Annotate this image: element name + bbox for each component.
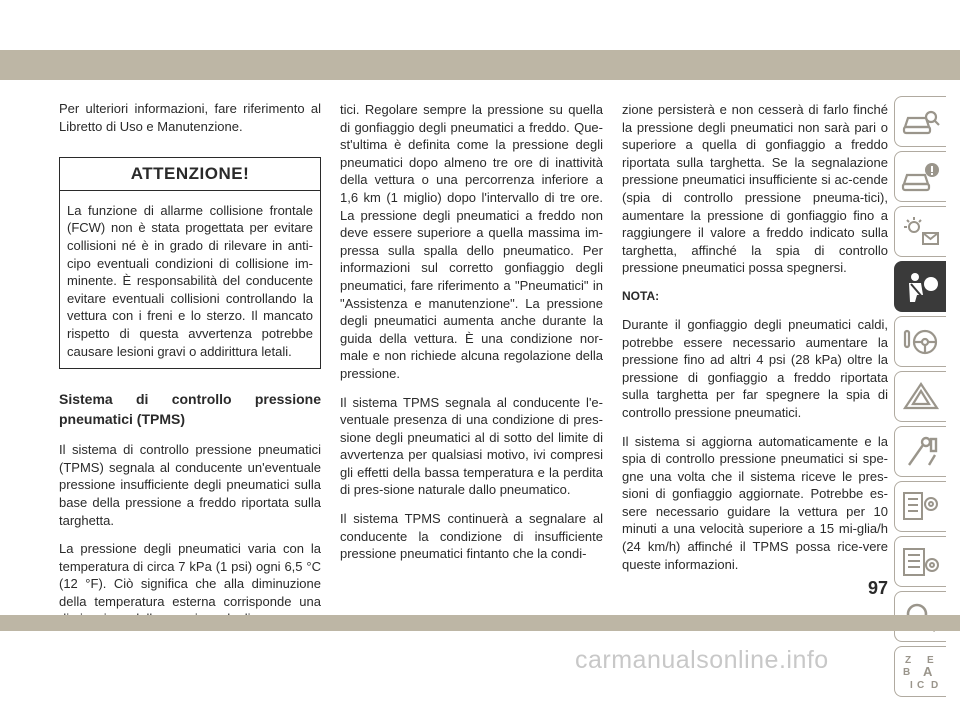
paragraph: Durante il gonfiaggio degli pneumatici caldi, potrebbe essere necessario aumentare la pressione fino ad altri 4 psi (28 kPa) oltre la pressione di gonfiaggio a freddo riportata sulla targhetta per far spegnere la spia di controllo pressione pneumatici.: [622, 316, 888, 420]
tab-specifications[interactable]: [894, 481, 946, 532]
checklist-gear-icon: [901, 490, 941, 524]
chapter-sidebar: [894, 96, 946, 701]
section-title: Sistema di controllo pressione pneumatici (TPMS): [59, 391, 321, 428]
tab-emergency[interactable]: [894, 371, 946, 422]
steering-wheel-icon: [901, 325, 941, 359]
car-info-icon: [901, 160, 941, 194]
alphabet-index-icon: [901, 652, 941, 692]
paragraph: Il sistema TPMS segnala al conducente l'e-ventuale presenza di una condizione di pres-sione degli pneumatici al di sotto del limite di avvertenza per qualsiasi motivo, ivi compresi gli effetti della bassa temperatura e la perdita di pres-sione naturale dallo pneumatico.: [340, 394, 603, 498]
paragraph: Il sistema di controllo pressione pneumatici (TPMS) segnala al conducente un'eventuale pressione insufficiente degli pneumatici sulla base della pressione a freddo riportata sulla targhetta.: [59, 442, 321, 528]
tab-safety[interactable]: [894, 261, 946, 312]
warning-title: ATTENZIONE!: [60, 158, 320, 191]
svg-text:B: B: [902, 666, 910, 678]
svg-text:I: I: [909, 679, 913, 691]
paragraph: tici. Regolare sempre la pressione su quella di gonfiaggio degli pneumatici a freddo. Que-st'ultima è definita come la pressione degli pneumatici dopo almeno tre ore di inattività della vettura o una percorrenza inferiore a 1,6 km (1 miglio) dopo l'intervallo di tre ore. La pressione degli pneumatici a freddo non deve essere superiore a quella massima im-pressa sulla spalla dello pneumatico. Per informazioni sul corretto gonfiaggio degli pneumatici, fare riferimento a "Pneumatici" in "Assistenza e manutenzione". La pressione degli pneumatici aumenta anche durante la guida della vettura. È una condizione nor-male e non richiede alcuna regolazione della pressione.: [340, 102, 603, 381]
paragraph: Il sistema TPMS continuerà a segnalare al conducente la condizione di insufficiente pressione pneumatici fintanto che la condi-: [340, 511, 603, 562]
tab-car-search[interactable]: [894, 96, 946, 147]
column-2: [340, 101, 603, 574]
intro-text: Per ulteriori informazioni, fare riferimento al Libretto di Uso e Manutenzione.: [59, 101, 321, 134]
svg-text:D: D: [930, 679, 938, 691]
bottom-band: [0, 615, 960, 631]
note-label: NOTA:: [622, 288, 660, 303]
top-band: [0, 50, 960, 80]
watermark: carmanualsonline.info: [575, 646, 829, 674]
car-search-icon: [901, 105, 941, 139]
svg-text:A: A: [922, 663, 932, 679]
warning-text: La funzione di allarme collisione frontale (FCW) non è stata progettata per evitare collisioni né è in grado di rilevare in anti-cipo eventuali condizioni di collisione im-minente. È responsabilità del conducente evitare eventuali collisioni controllando la vettura con i freni e lo sterzo. Il mancato rispetto di questa avvertenza potrebbe causare lesioni gravi o addirittura letali.: [67, 202, 313, 359]
paragraph: Il sistema si aggiorna automaticamente e la spia di controllo pressione pneumatici si spe-gne una volta che il sistema riceve le pres-sioni di gonfiaggio aggiornate. Potrebbe es-sere necessario guidare la vettura per 10 minuti a una velocità superiore a 15 mi-glia/h (24 km/h) affinché il TPMS possa rice-vere queste informazioni.: [622, 433, 888, 572]
safety-airbag-icon: [901, 270, 941, 304]
hazard-triangle-icon: [901, 380, 941, 414]
tab-starting[interactable]: [894, 316, 946, 367]
svg-text:E: E: [926, 654, 934, 666]
list-settings-icon: [901, 545, 941, 579]
tab-car-info[interactable]: [894, 151, 946, 202]
warning-box: [59, 157, 321, 369]
column-1: [59, 100, 321, 639]
column-3: [622, 101, 888, 584]
paragraph: zione persisterà e non cesserà di farlo finché la pressione degli pneumatici non sarà pari o superiore a quella di gonfiaggio a freddo riportata sulla targhetta. Se la segnalazione pressione pneumatici insufficiente si ac-cende (spia di controllo pressione pneuma-tici), aumentare la pressione di gonfiaggio fino a raggiungere il valore a freddo indicato sulla targhetta, affinché la spia di controllo pressione pneumatici possa spegnersi.: [622, 102, 888, 276]
svg-text:C: C: [916, 679, 924, 691]
tab-maintenance[interactable]: [894, 426, 946, 477]
svg-text:Z: Z: [904, 654, 911, 666]
paragraph: La pressione degli pneumatici varia con la temperatura di circa 7 kPa (1 psi) ogni 6,5 °C (12 °F). Ciò significa che alla diminuzione della temperatura esterna corrisponde una: [59, 541, 321, 609]
tab-dashboard-lights[interactable]: [894, 206, 946, 257]
page-number: 97: [868, 578, 889, 598]
wrench-tools-icon: [901, 435, 941, 469]
dashboard-lights-icon: [901, 215, 941, 249]
tab-index[interactable]: [894, 646, 946, 697]
tab-multimedia[interactable]: [894, 536, 946, 587]
